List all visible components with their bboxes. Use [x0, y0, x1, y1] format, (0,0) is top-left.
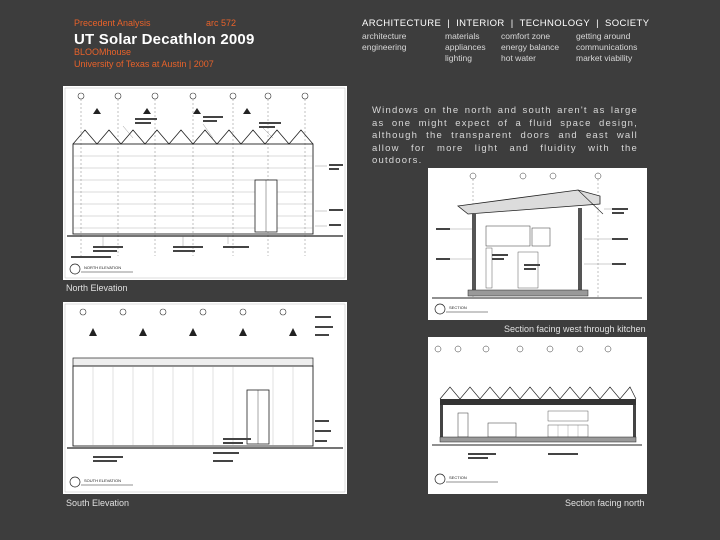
category-item: architecture [362, 31, 407, 41]
category-item: communications [576, 42, 638, 52]
category-item: engineering [362, 42, 407, 52]
category-architecture: ARCHITECTURE [362, 18, 442, 29]
category-item: comfort zone [501, 31, 551, 41]
category-item: appliances [445, 42, 486, 52]
category-item: energy balance [501, 42, 560, 52]
south-elevation-drawing [63, 302, 347, 494]
school-name: University of Texas at Austin | 2007 [74, 59, 214, 69]
section-west-caption: Section facing west through kitchen [504, 324, 646, 334]
architecture-items [362, 31, 406, 53]
south-elevation-caption: South Elevation [66, 498, 130, 508]
category-row [362, 18, 649, 29]
north-elevation-tag: NORTH ELEVATION [84, 265, 122, 270]
category-item: materials [445, 31, 480, 41]
category-separator: | [596, 18, 599, 29]
category-technology: TECHNOLOGY [519, 18, 591, 29]
category-separator: | [447, 18, 451, 29]
north-elevation-drawing [63, 86, 347, 280]
category-item: lighting [445, 53, 472, 63]
society-items [576, 31, 637, 64]
section-west-svg [428, 168, 647, 320]
interior-items [445, 31, 486, 64]
course-label: Precedent Analysis [74, 18, 151, 28]
category-item: hot water [501, 53, 536, 63]
section-west-tag: SECTION [449, 305, 467, 310]
section-north-tag: SECTION [449, 475, 467, 480]
page-title: UT Solar Decathlon 2009 [74, 31, 255, 48]
technology-items [501, 31, 559, 64]
category-item: market viability [576, 53, 633, 63]
south-elevation-tag: SOUTH ELEVATION [84, 478, 121, 483]
category-item: getting around [576, 31, 631, 41]
category-society: SOCIETY [604, 18, 650, 29]
section-north-svg [428, 337, 647, 494]
north-elevation-caption: North Elevation [66, 283, 128, 293]
project-name: BLOOMhouse [74, 47, 132, 57]
section-north-caption: Section facing north [565, 498, 645, 508]
section-west-drawing [428, 168, 647, 320]
category-separator: | [510, 18, 514, 29]
section-north-drawing [428, 337, 647, 494]
category-interior: INTERIOR [456, 18, 505, 29]
description-text: Windows on the north and south aren't as large as one might expect of a fluid space design, although the transparent doors and east wall allow for more light and fluidity with the outdoors. [372, 105, 638, 166]
course-code: arc 572 [206, 18, 237, 28]
north-elevation-svg [63, 86, 347, 280]
south-elevation-svg [63, 302, 347, 494]
